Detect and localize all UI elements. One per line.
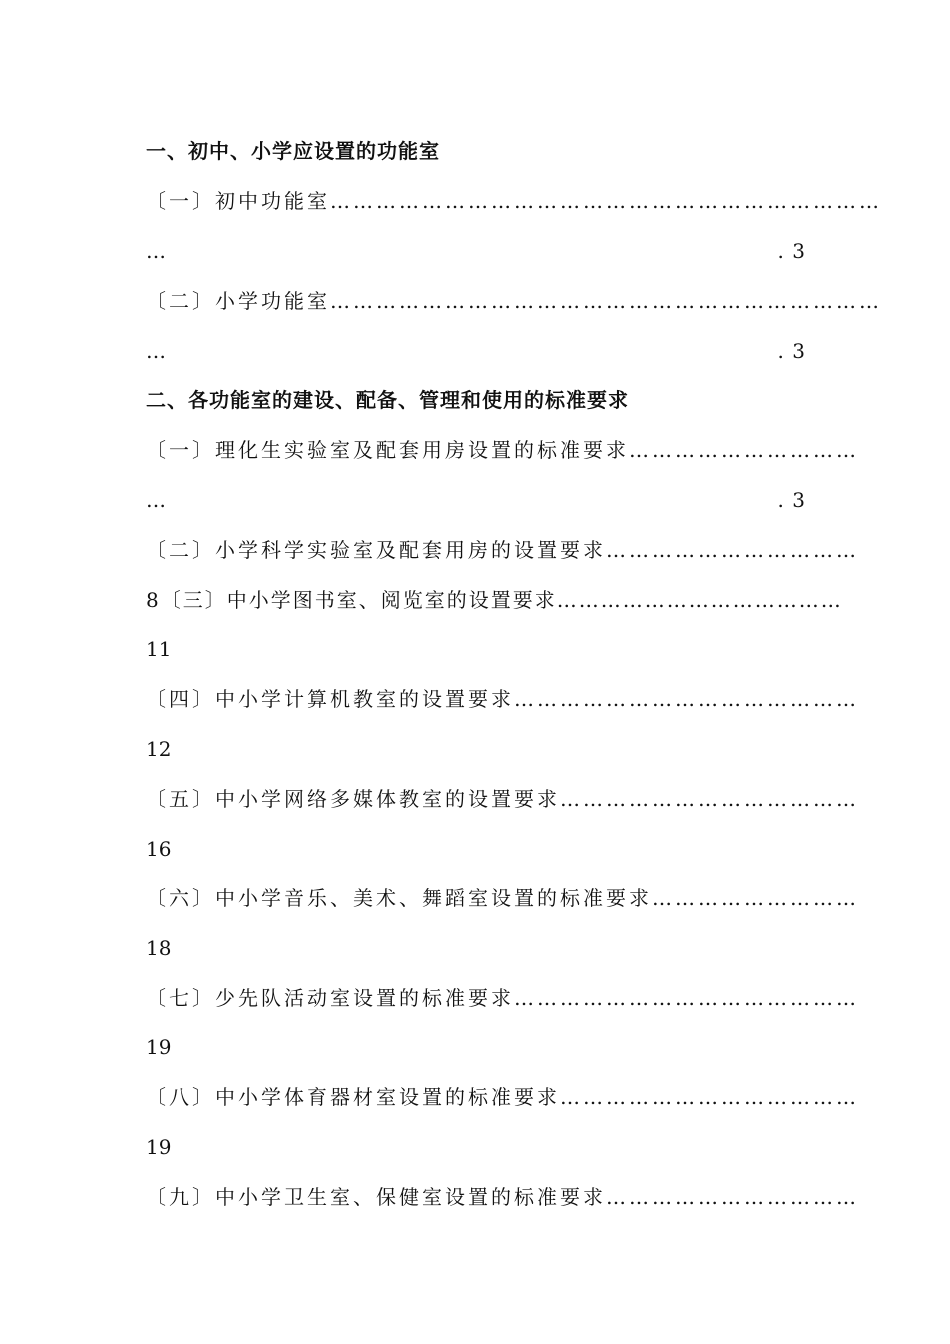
toc-entry-pioneer-room: 〔七〕少先队活动室设置的标准要求………………………………………: [146, 986, 859, 1010]
toc-entry-lab: 〔一〕理化生实验室及配套用房设置的标准要求…………………………: [146, 438, 859, 462]
toc-entry-multimedia-room: 〔五〕中小学网络多媒体教室的设置要求…………………………………: [146, 787, 859, 811]
toc-entry-health-room: 〔九〕中小学卫生室、保健室设置的标准要求……………………………: [146, 1185, 859, 1209]
toc-leader: …: [146, 339, 169, 363]
toc-page-number: 16: [146, 837, 172, 861]
toc-heading-2: 二、各功能室的建设、配备、管理和使用的标准要求: [146, 388, 629, 412]
toc-entry-sports-room: 〔八〕中小学体育器材室设置的标准要求…………………………………: [146, 1085, 859, 1109]
toc-entry-continuation: [146, 237, 806, 265]
toc-page-number: 18: [146, 936, 172, 960]
toc-entry-library: 8〔三〕中小学图书室、阅览室的设置要求…………………………………: [146, 588, 843, 612]
toc-page-number: 12: [146, 737, 172, 761]
toc-entry-computer-room: 〔四〕中小学计算机教室的设置要求………………………………………: [146, 687, 859, 711]
toc-heading-1: 一、初中、小学应设置的功能室: [146, 139, 440, 163]
toc-page-number: 11: [146, 637, 172, 661]
toc-entry-primary-rooms: 〔二〕小学功能室………………………………………………………………: [146, 289, 882, 313]
toc-page-number: 19: [146, 1035, 172, 1059]
toc-page-number: . 3: [777, 339, 806, 363]
toc-entry-arts-room: 〔六〕中小学音乐、美术、舞蹈室设置的标准要求………………………: [146, 886, 859, 910]
toc-page-number: . 3: [777, 488, 806, 512]
toc-page-number: . 3: [777, 239, 806, 263]
toc-entry-continuation: [146, 337, 806, 365]
toc-entry-junior-rooms: 〔一〕初中功能室………………………………………………………………: [146, 189, 882, 213]
toc-page-number: 19: [146, 1135, 172, 1159]
toc-entry-science-lab: 〔二〕小学科学实验室及配套用房的设置要求……………………………: [146, 538, 859, 562]
toc-entry-continuation: [146, 486, 806, 514]
toc-leader: …: [146, 488, 169, 512]
toc-leader: …: [146, 239, 169, 263]
